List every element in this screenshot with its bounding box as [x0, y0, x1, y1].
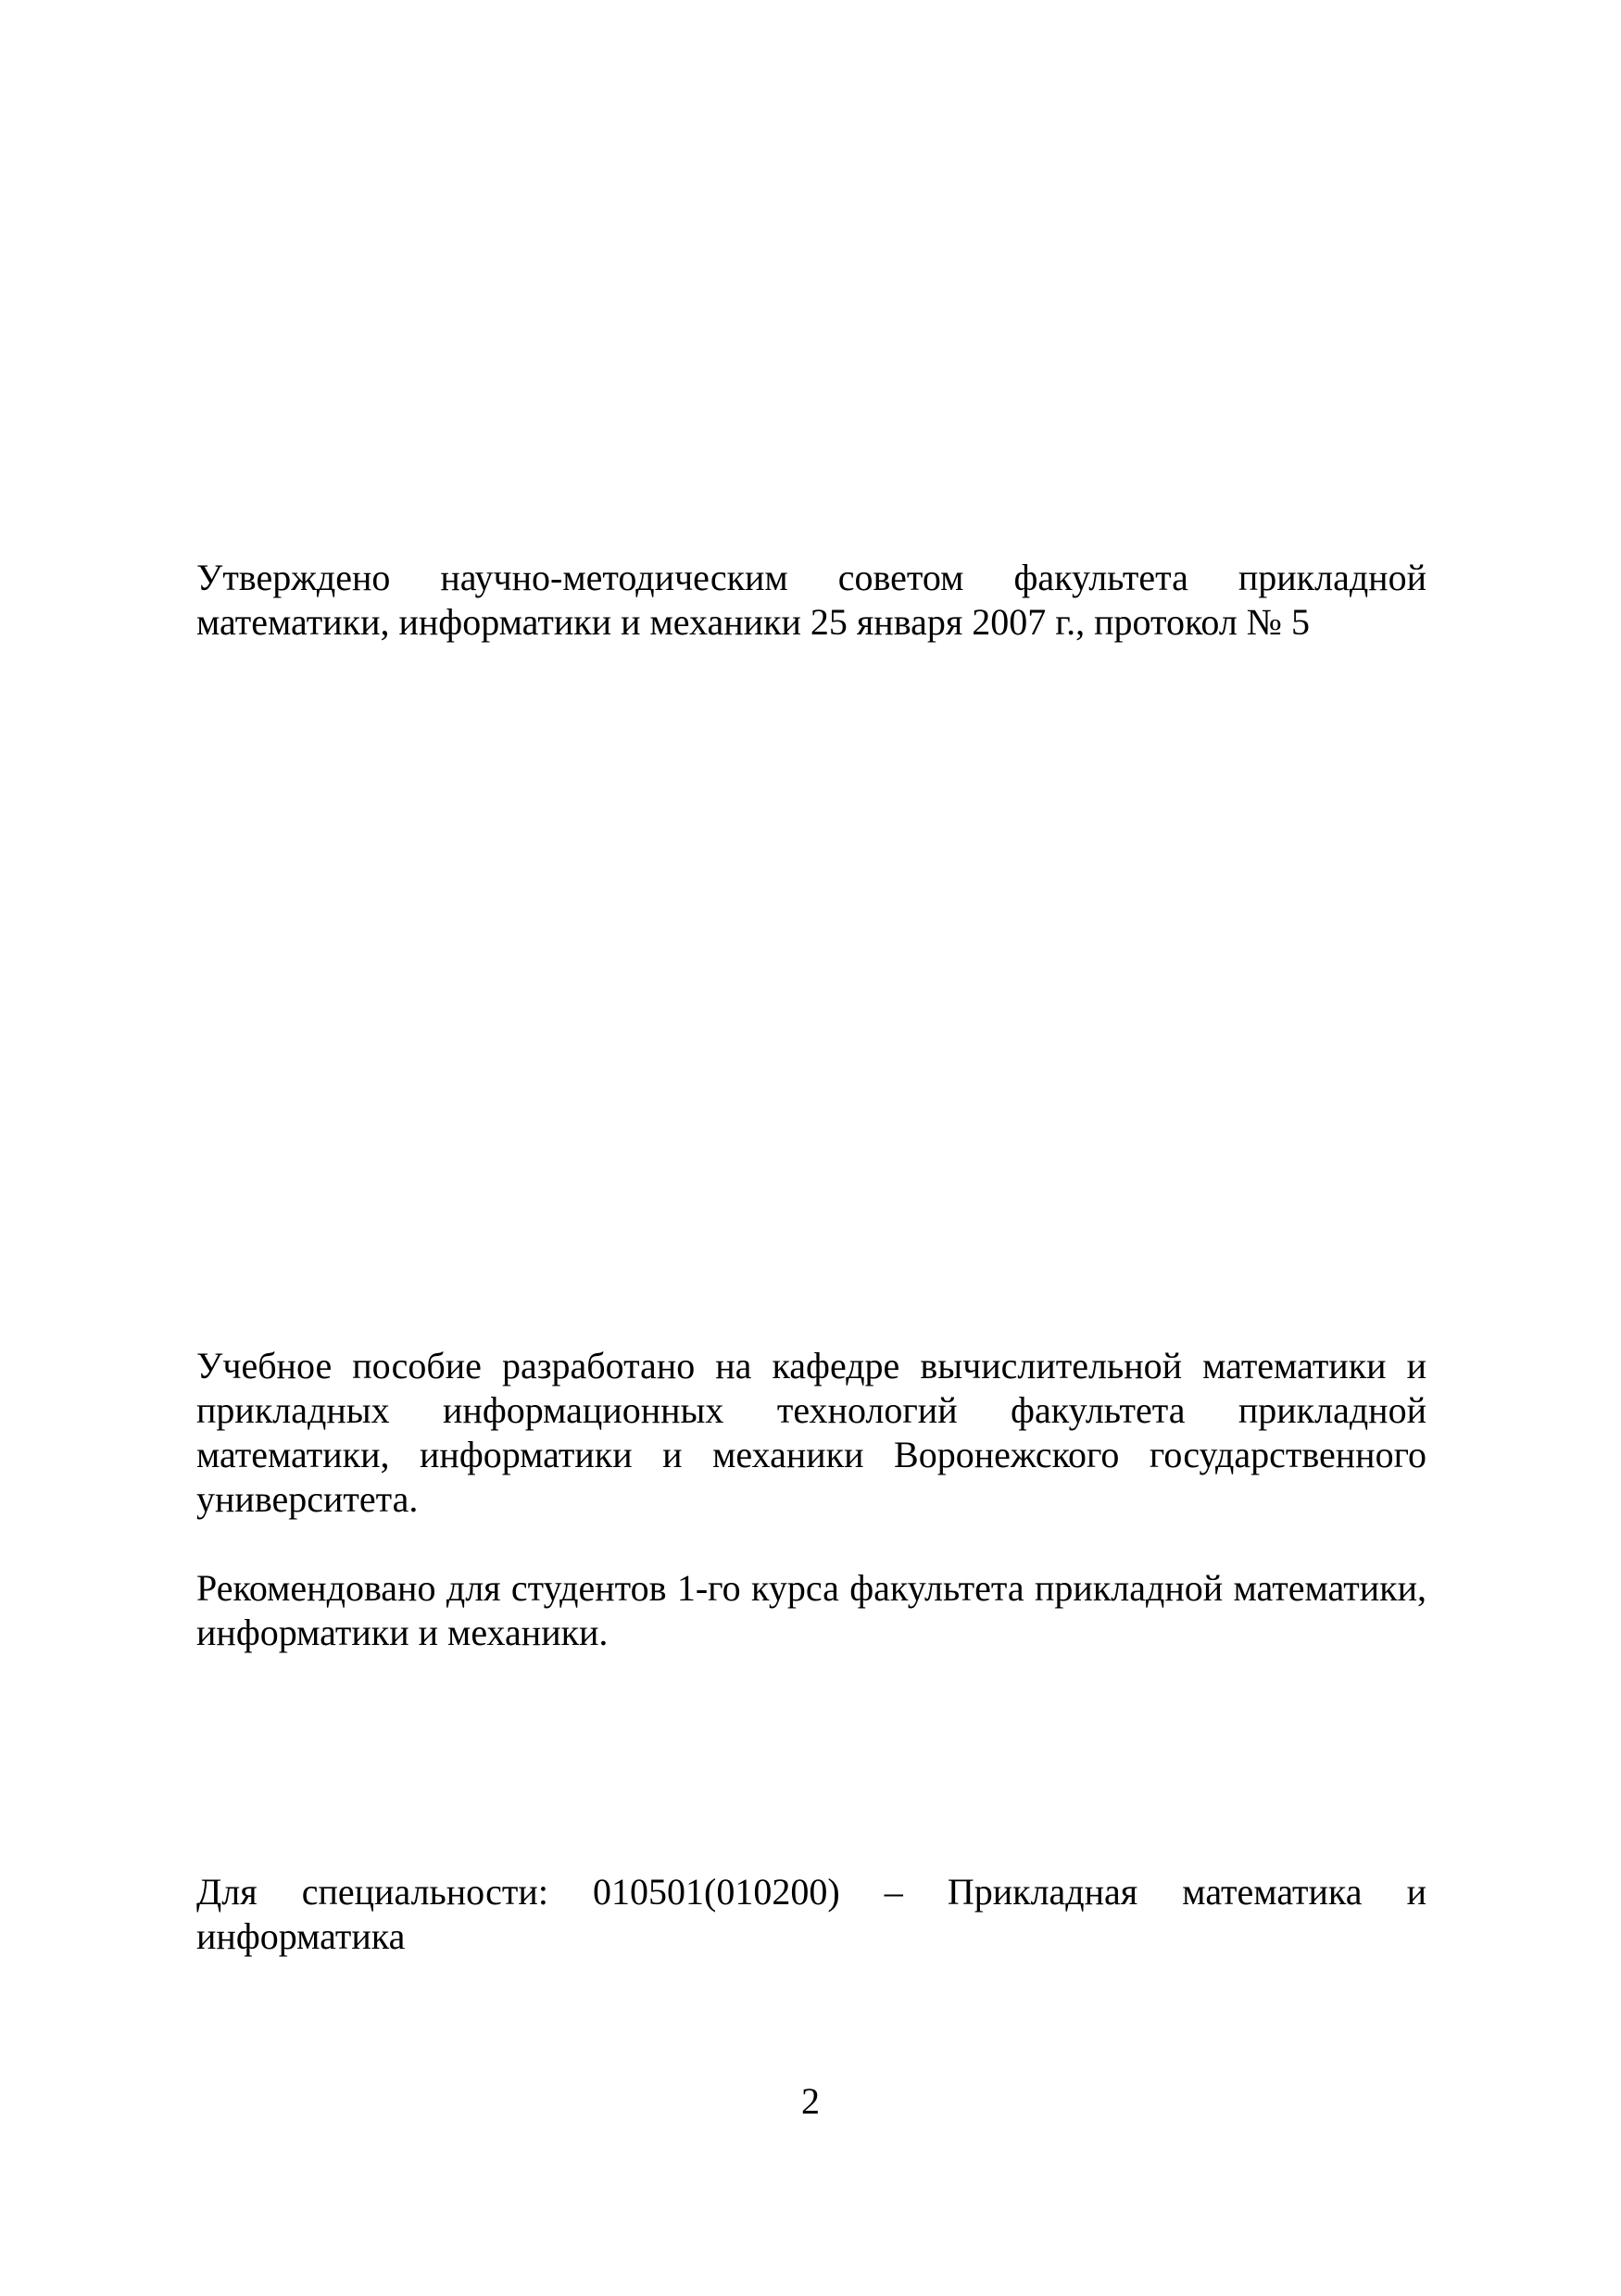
development-statement: Учебное пособие разработано на кафедре вычислительной математики и прикладных информационных технологий факультета прикладной математики, информатики и механики Воронежского государственного университета. — [196, 1345, 1426, 1520]
page-number: 2 — [801, 2080, 820, 2122]
specialty-statement: Для специальности: 010501(010200) – Прикладная математика и информатика — [196, 1871, 1426, 1957]
approval-statement: Утверждено научно-методическим советом факультета прикладной математики, информатики и механики 25 января 2007 г., протокол № 5 — [196, 557, 1426, 643]
recommendation-statement: Рекомендовано для студентов 1-го курса факультета прикладной математики, информатики и механики. — [196, 1567, 1426, 1653]
